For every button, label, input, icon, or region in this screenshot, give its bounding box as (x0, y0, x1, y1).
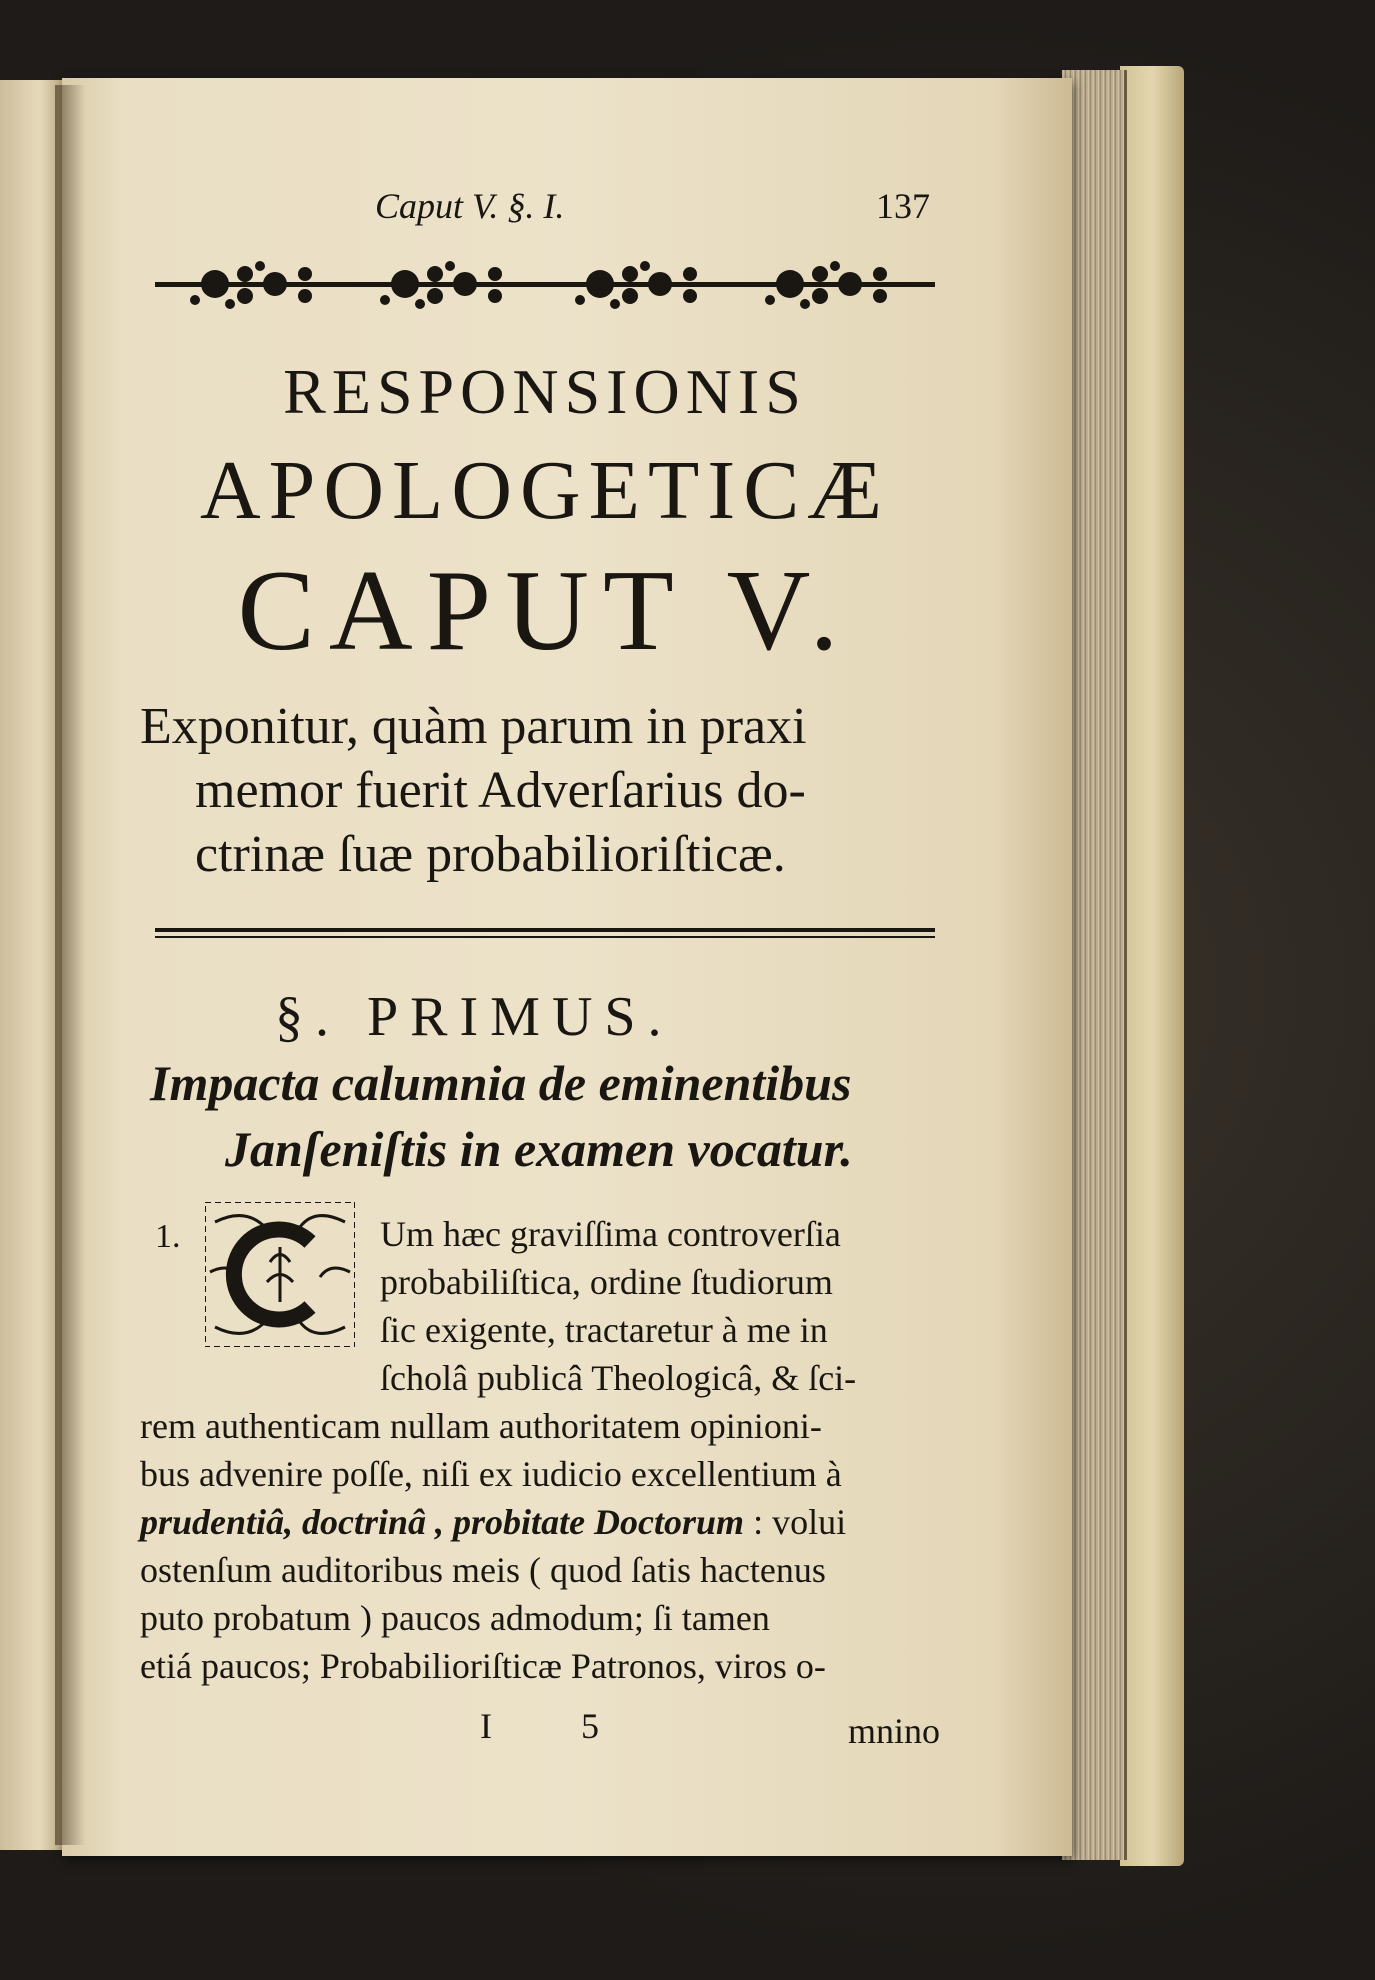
paragraph-number: 1. (155, 1218, 181, 1255)
ornament-icon (155, 260, 935, 310)
running-head-title: Caput V. §. I. (375, 186, 565, 226)
body-text (140, 1210, 945, 1690)
subtitle-line: memor fuerit Adverſarius do- (195, 762, 806, 819)
title-line-1: RESPONSIONIS (283, 356, 807, 427)
chapter-subtitle (140, 695, 940, 887)
section-title-line: Impacta calumnia de eminentibus (150, 1055, 852, 1111)
section-title (150, 1050, 940, 1182)
running-head (140, 185, 950, 235)
body-line: ostenſum auditoribus meis ( quod ſatis hactenus (140, 1550, 826, 1590)
body-line: ſcholâ publicâ Theologicâ, & ſci- (380, 1358, 857, 1398)
section-title-line: Janſeniſtis in examen vocatur. (225, 1121, 853, 1177)
body-line: bus advenire poſſe, niſi ex iudicio excellentium à (140, 1454, 842, 1494)
book-cover (1120, 66, 1184, 1866)
body-line: rem authenticam nullam authoritatem opinioni- (140, 1406, 822, 1446)
italic-phrase: prudentiâ, doctrinâ , probitate Doctorum (140, 1502, 745, 1542)
subtitle-line: ctrinæ ſuæ probabilioriſticæ. (195, 826, 786, 883)
body-line: ſic exigente, tractaretur à me in (380, 1310, 828, 1350)
divider-rule (155, 936, 935, 938)
divider-rule (155, 928, 935, 932)
catchword: mnino (847, 1711, 940, 1751)
subtitle-line: Exponitur, quàm parum in praxi (140, 698, 807, 755)
body-line: probabiliſtica, ordine ſtudiorum (380, 1262, 833, 1302)
spine-shadow (55, 85, 85, 1845)
body-line: Um hæc graviſſima controverſia (380, 1214, 841, 1254)
title-line-2: APOLOGETICÆ (200, 444, 890, 537)
body-line: puto probatum ) paucos admodum; ſi tamen (140, 1598, 770, 1638)
page-number: 137 (876, 186, 930, 226)
body-line-italic (140, 1498, 945, 1546)
section-heading: §. PRIMUS. (275, 986, 674, 1048)
page-content (140, 170, 950, 1830)
italic-line-rest: : volui (744, 1502, 847, 1542)
signature-mark: I 5 (480, 1706, 639, 1746)
chapter-title: CAPUT V. (237, 547, 853, 675)
body-line: etiá paucos; Probabilioriſticæ Patronos, viros o- (140, 1646, 826, 1686)
